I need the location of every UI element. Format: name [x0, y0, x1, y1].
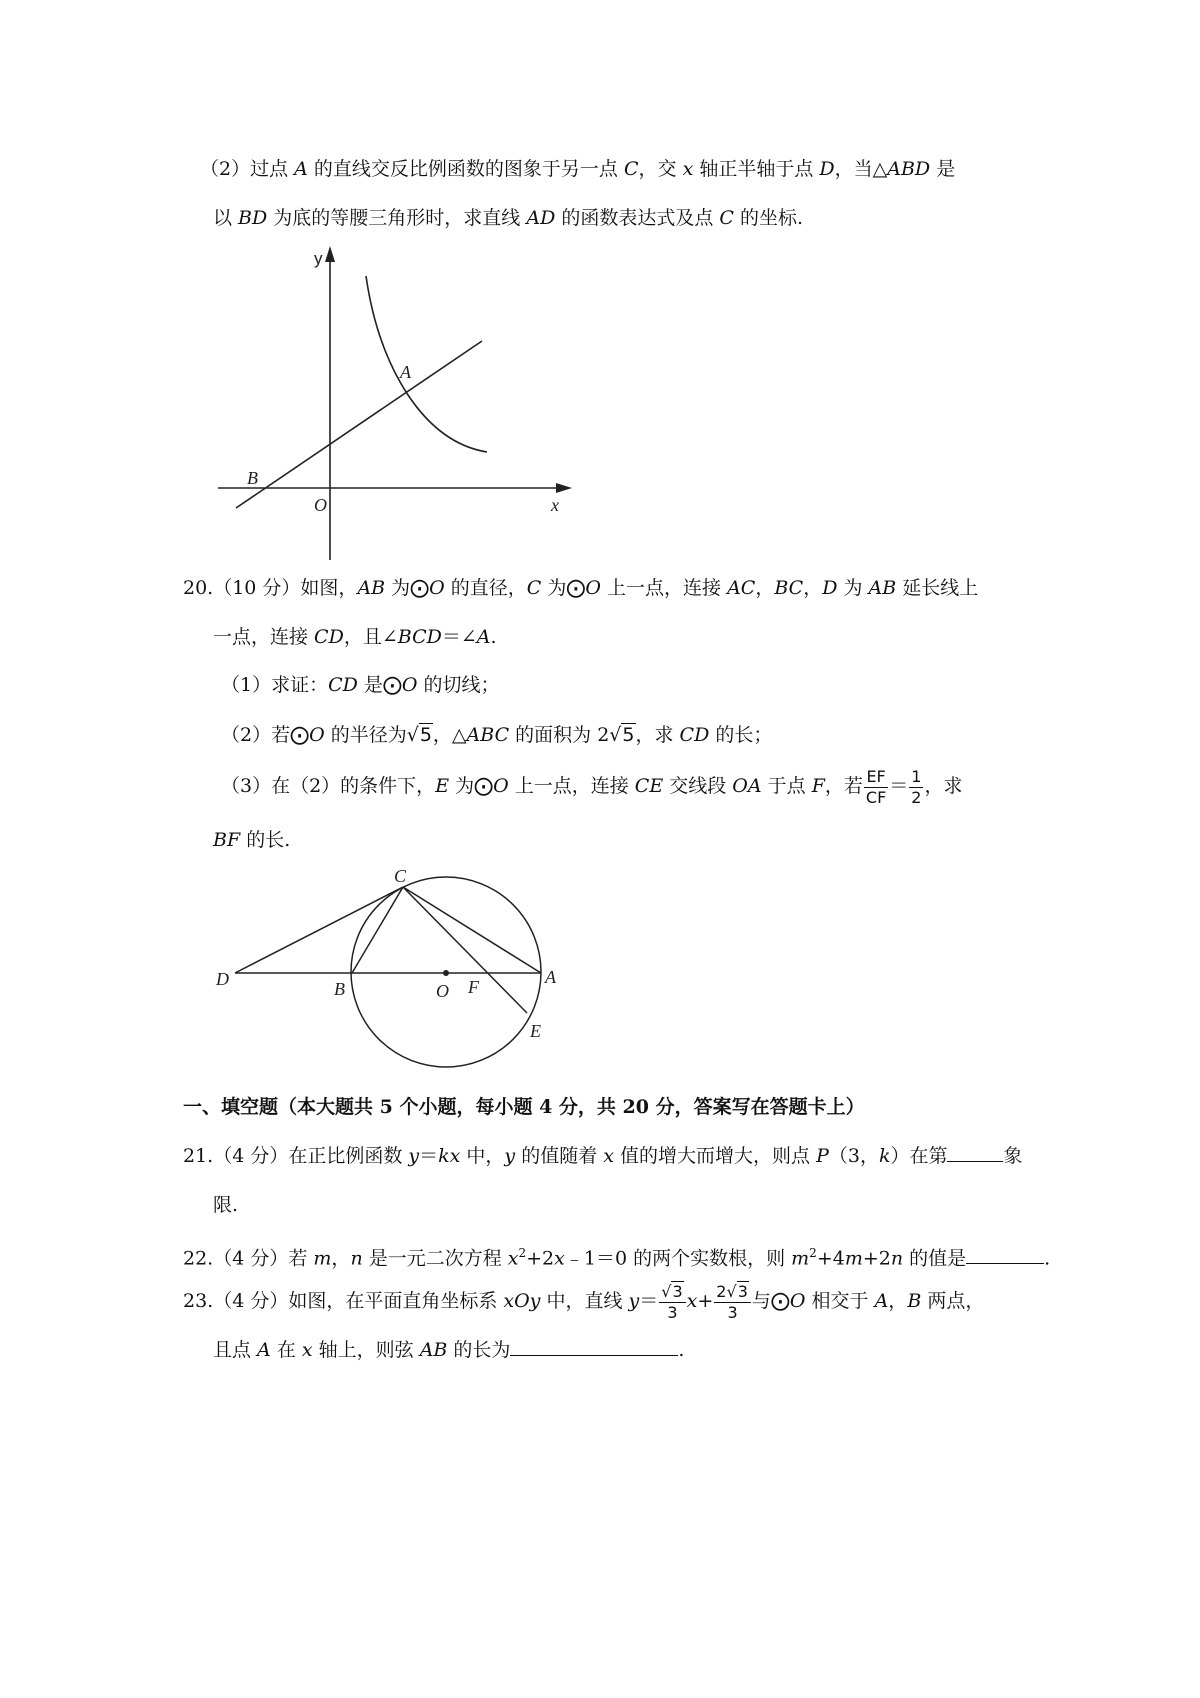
text-run: C [526, 577, 542, 599]
y-axis-label: y [314, 249, 323, 268]
origin-label: O [314, 495, 327, 515]
q23-line1: 23.（4 分）如图，在平面直角坐标系 xOy 中，直线 y＝ $\frac{√3}{3}$ x+ $\frac{2√3}{3}$ 与⨀O 相交于 A，B 两点， [183, 1281, 985, 1322]
text-run: 一点，连接 [213, 626, 315, 648]
text-run: 是⨀ [357, 674, 402, 696]
q20-sub3-line2: BF 的长. [213, 829, 291, 851]
center-point-o [443, 970, 449, 976]
q23-line2: 且点 A 在 x 轴上，则弦 AB 的长为 . [213, 1339, 685, 1361]
point-d-label: D [216, 969, 229, 989]
text-run: （1）求证： [221, 674, 329, 696]
text-run: O [585, 577, 601, 599]
point-o-label-2: O [436, 981, 449, 1001]
q20-sub2: （2）若⨀O 的半径为√5，△ABC 的面积为 2√5，求 CD 的长； [221, 724, 773, 746]
text-run: D [822, 577, 838, 599]
answer-blank-22[interactable] [966, 1245, 1044, 1264]
q20-line1: 20.（10 分）如图，AB 为⨀O 的直径，C 为⨀O 上一点，连接 AC，BC，D 为 AB 延长线上 [183, 577, 979, 599]
fraction-ef-cf: $\frac{EF}{CF}$ [865, 766, 887, 807]
point-a-label: A [400, 362, 411, 382]
segment-ca [403, 887, 541, 973]
x-axis-label: x [551, 495, 559, 515]
q20-sub3: （3）在（2）的条件下，E 为⨀O 上一点，连接 CE 交线段 OA 于点 F，若 $\frac{EF}{CF}$ ＝ $\frac{1}{2}$ ，求 [221, 766, 963, 807]
fraction-2sqrt3-over-3: $\frac{2√3}{3}$ [714, 1282, 751, 1323]
sqrt-5: √5 [406, 724, 432, 746]
text-run: 为 [837, 577, 869, 599]
point-e-label: E [530, 1021, 541, 1041]
q21-line1: 21.（4 分）在正比例函数 y＝kx 中，y 的值随着 x 值的增大而增大，则点 P（3，k）在第 象 [183, 1145, 1023, 1167]
text-run: 延长线上 [896, 577, 979, 599]
point-f-label: F [468, 977, 479, 997]
text-run: AC [727, 577, 756, 599]
text-run: 为⨀ [541, 577, 586, 599]
segment-ce [403, 887, 527, 1013]
text-run: BCD [397, 626, 442, 648]
q19-part2-line1: （2）过点 A 的直线交反比例函数的图象于另一点 C，交 x 轴正半轴于点 D，当△ABD 是 [200, 158, 956, 180]
text-run: ， [755, 577, 775, 599]
fraction-sqrt3-over-3: $\frac{√3}{3}$ [659, 1282, 685, 1323]
answer-blank-21[interactable] [947, 1143, 1003, 1162]
text-run: 为⨀ [385, 577, 430, 599]
text-run: ，且∠ [343, 626, 398, 648]
text-run: 的直径， [444, 577, 527, 599]
text-run: . [490, 626, 497, 648]
text-run: ＝∠ [441, 626, 477, 648]
fraction-one-half: $\frac{1}{2}$ [911, 766, 922, 807]
q19-part2-line2: 以 BD 为底的等腰三角形时，求直线 AD 的函数表达式及点 C 的坐标. [213, 207, 804, 229]
text-run: A [476, 626, 491, 648]
text-run: AB [357, 577, 386, 599]
text-run: CD [328, 674, 358, 696]
text-run: CD [314, 626, 344, 648]
text-run: ， [803, 577, 823, 599]
text-run: 的切线； [417, 674, 500, 696]
q22-line: 22.（4 分）若 m，n 是一元二次方程 $x^2+2x﹣1=0$ 的两个实数根，则 $m^2+4m+2n$ 的值是 . [183, 1246, 1051, 1270]
text-run: BC [774, 577, 804, 599]
text-run: O [429, 577, 445, 599]
text-run: AB [868, 577, 897, 599]
point-b-label-2: B [334, 979, 345, 999]
text-run: O [401, 674, 418, 696]
section-heading: 一、填空题（本大题共 5 个小题，每小题 4 分，共 20 分，答案写在答题卡上） [183, 1096, 865, 1118]
q21-line2: 限. [213, 1194, 239, 1216]
answer-blank-23[interactable] [510, 1337, 678, 1356]
point-b-label: B [247, 468, 258, 488]
point-a-label-2: A [545, 967, 556, 987]
sqrt-5-b: √5 [609, 724, 635, 746]
text-run: 上一点，连接 [600, 577, 728, 599]
point-c-label: C [394, 866, 407, 886]
